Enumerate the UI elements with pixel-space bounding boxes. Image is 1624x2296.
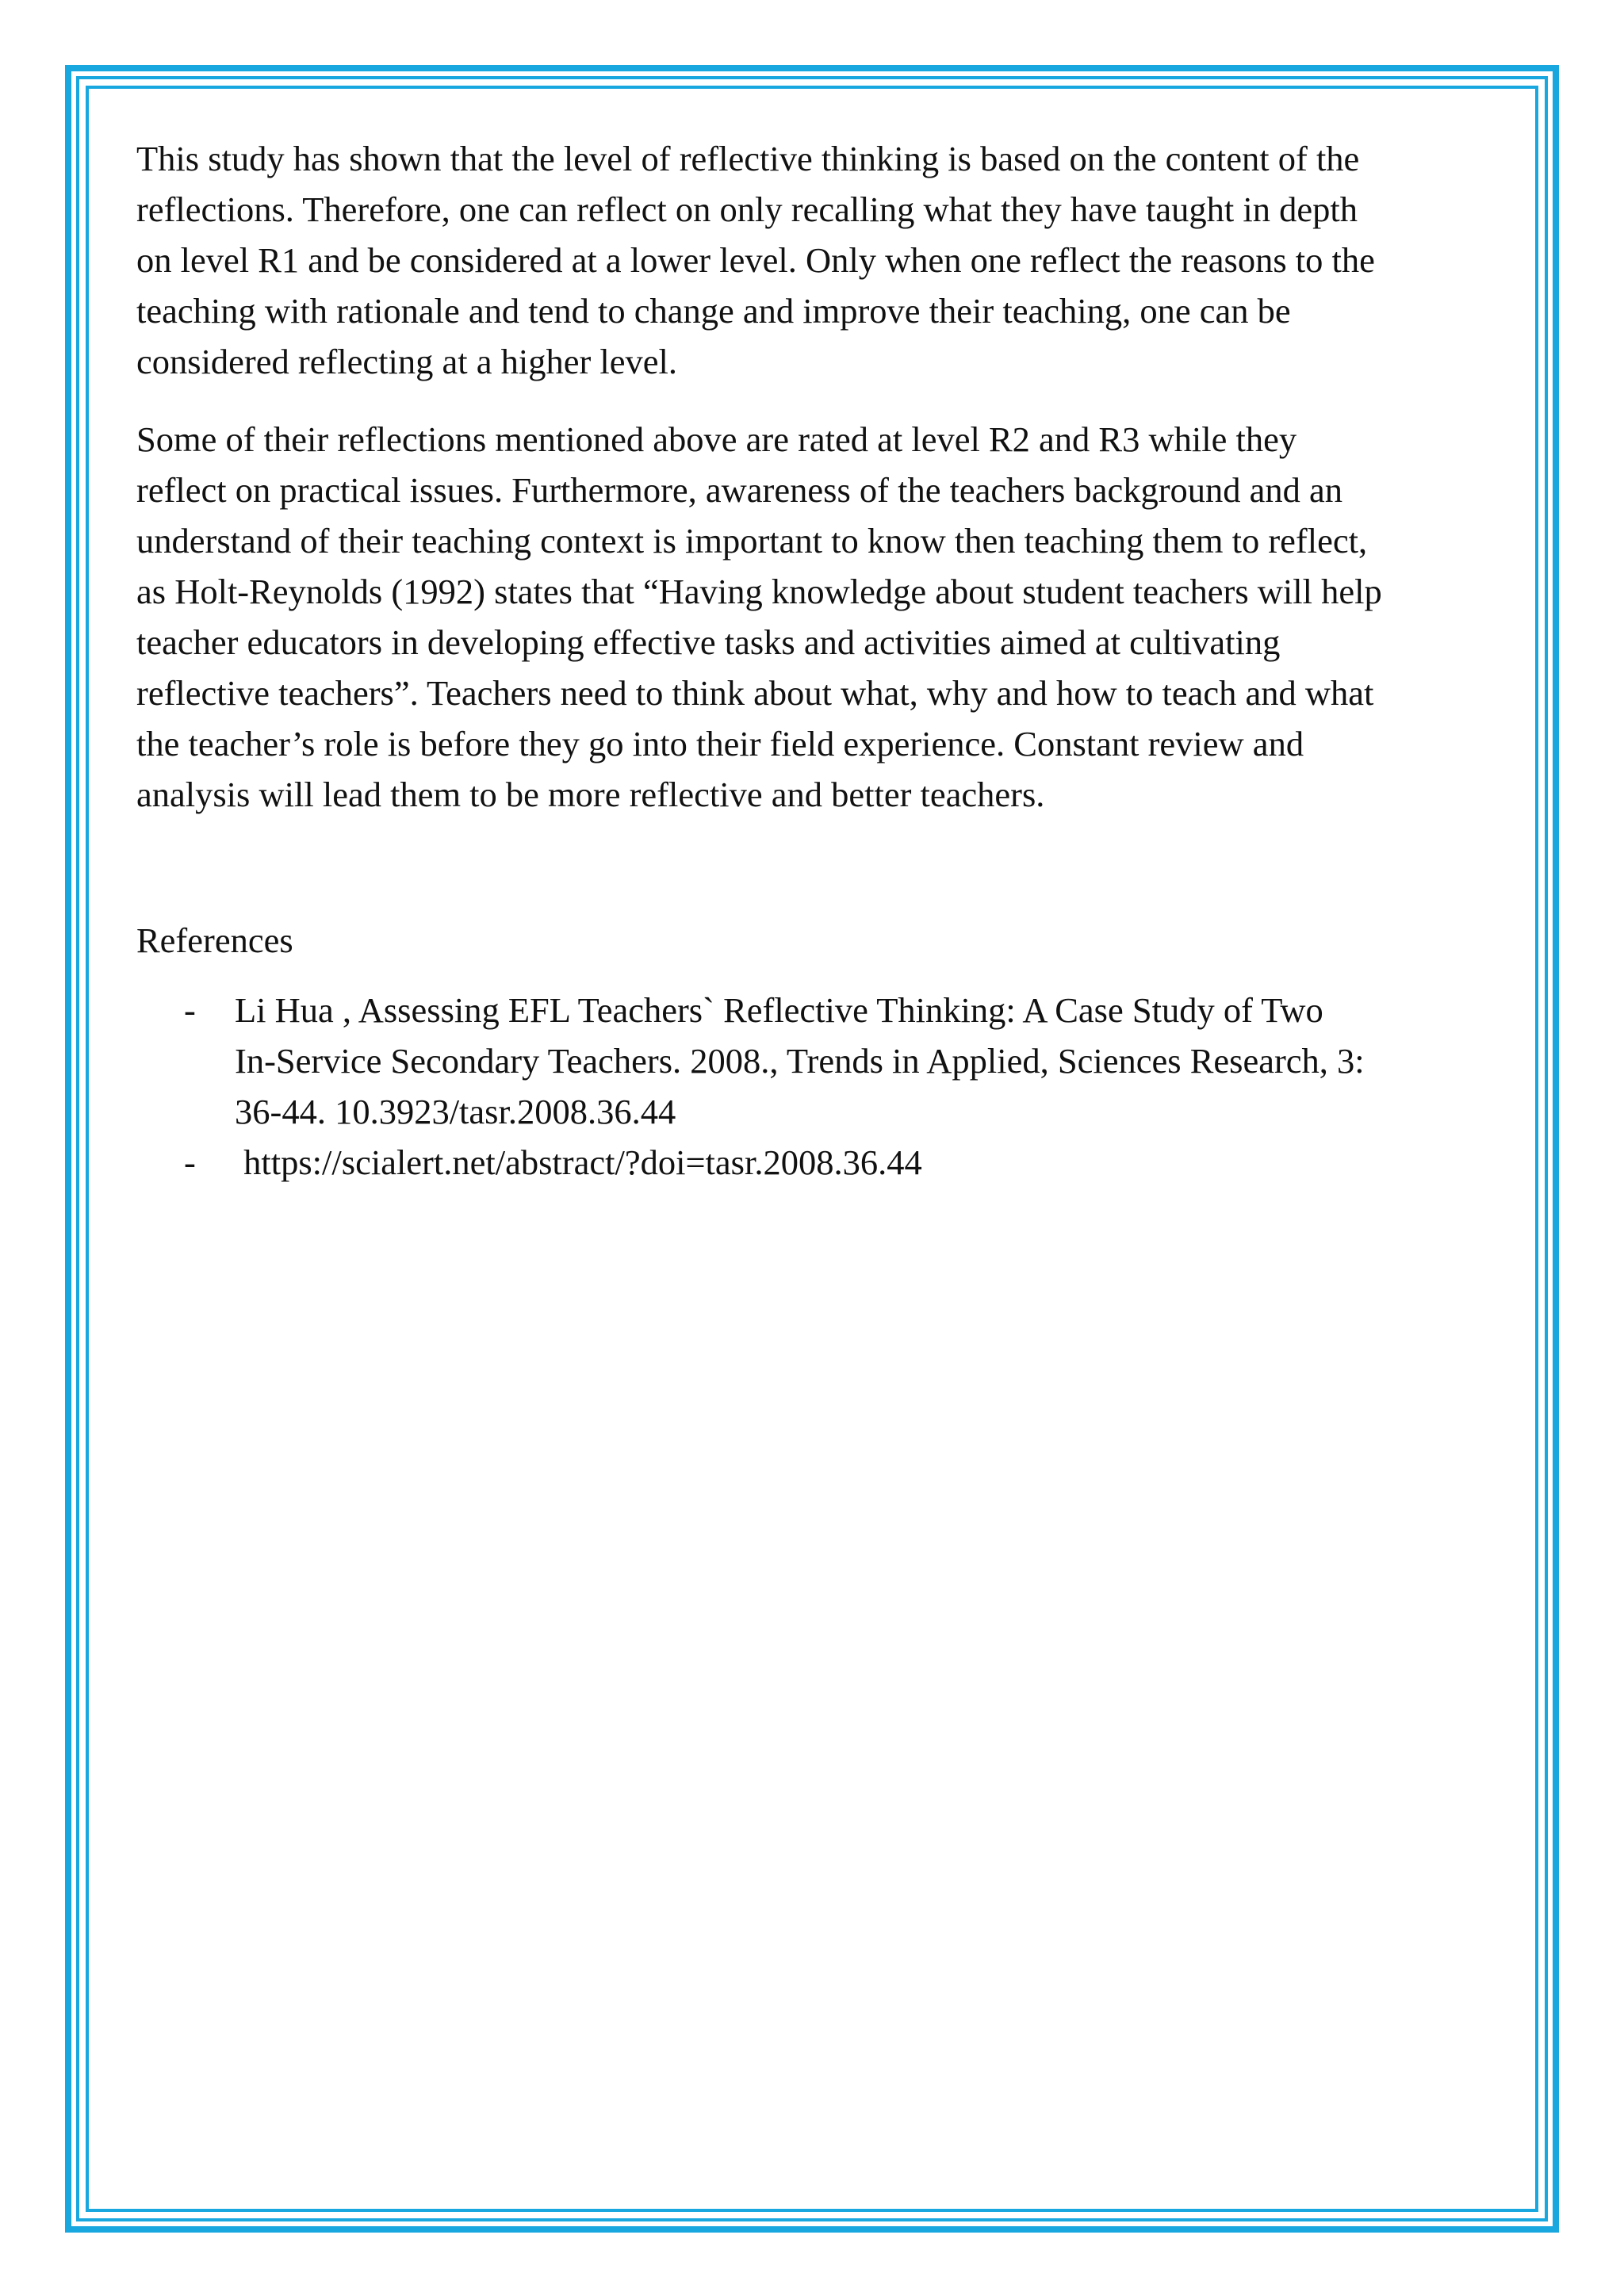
text-line: reflections. Therefore, one can reflect on only recalling what they have taught in depth <box>136 189 1358 229</box>
text-line: analysis will lead them to be more reflective and better teachers. <box>136 775 1045 814</box>
text-line: teacher educators in developing effective tasks and activities aimed at cultivating <box>136 622 1281 662</box>
text-line: reflective teachers”. Teachers need to think about what, why and how to teach and what <box>136 673 1374 713</box>
list-dash-marker: - <box>184 990 196 1030</box>
reference-link[interactable]: https://scialert.net/abstract/?doi=tasr.2008.36.44 <box>235 1142 922 1182</box>
references-list <box>136 985 1500 1188</box>
text-line: teaching with rationale and tend to change and improve their teaching, one can be <box>136 291 1291 331</box>
paragraph-conclusion <box>136 133 1500 387</box>
reference-line: In-Service Secondary Teachers. 2008., Trends in Applied, Sciences Research, 3: <box>235 1041 1365 1081</box>
reference-line: Li Hua , Assessing EFL Teachers` Reflective Thinking: A Case Study of Two <box>235 990 1323 1030</box>
text-line: considered reflecting at a higher level. <box>136 342 678 381</box>
paragraph-discussion <box>136 414 1500 820</box>
list-dash-marker: - <box>184 1142 196 1182</box>
references-heading: References <box>136 920 293 960</box>
text-line: the teacher’s role is before they go into their field experience. Constant review and <box>136 724 1304 763</box>
text-line: This study has shown that the level of reflective thinking is based on the content of the <box>136 139 1360 178</box>
text-line: Some of their reflections mentioned above are rated at level R2 and R3 while they <box>136 419 1297 459</box>
text-line: understand of their teaching context is important to know then teaching them to reflect, <box>136 521 1368 561</box>
text-line: on level R1 and be considered at a lower level. Only when one reflect the reasons to the <box>136 240 1375 280</box>
reference-line: 36-44. 10.3923/tasr.2008.36.44 <box>235 1092 676 1131</box>
document-body <box>136 133 1500 1188</box>
text-line: as Holt-Reynolds (1992) states that “Having knowledge about student teachers will help <box>136 572 1382 611</box>
reference-item <box>136 985 1500 1137</box>
text-line: reflect on practical issues. Furthermore, awareness of the teachers background and an <box>136 470 1343 510</box>
reference-item-url <box>136 1137 1500 1188</box>
